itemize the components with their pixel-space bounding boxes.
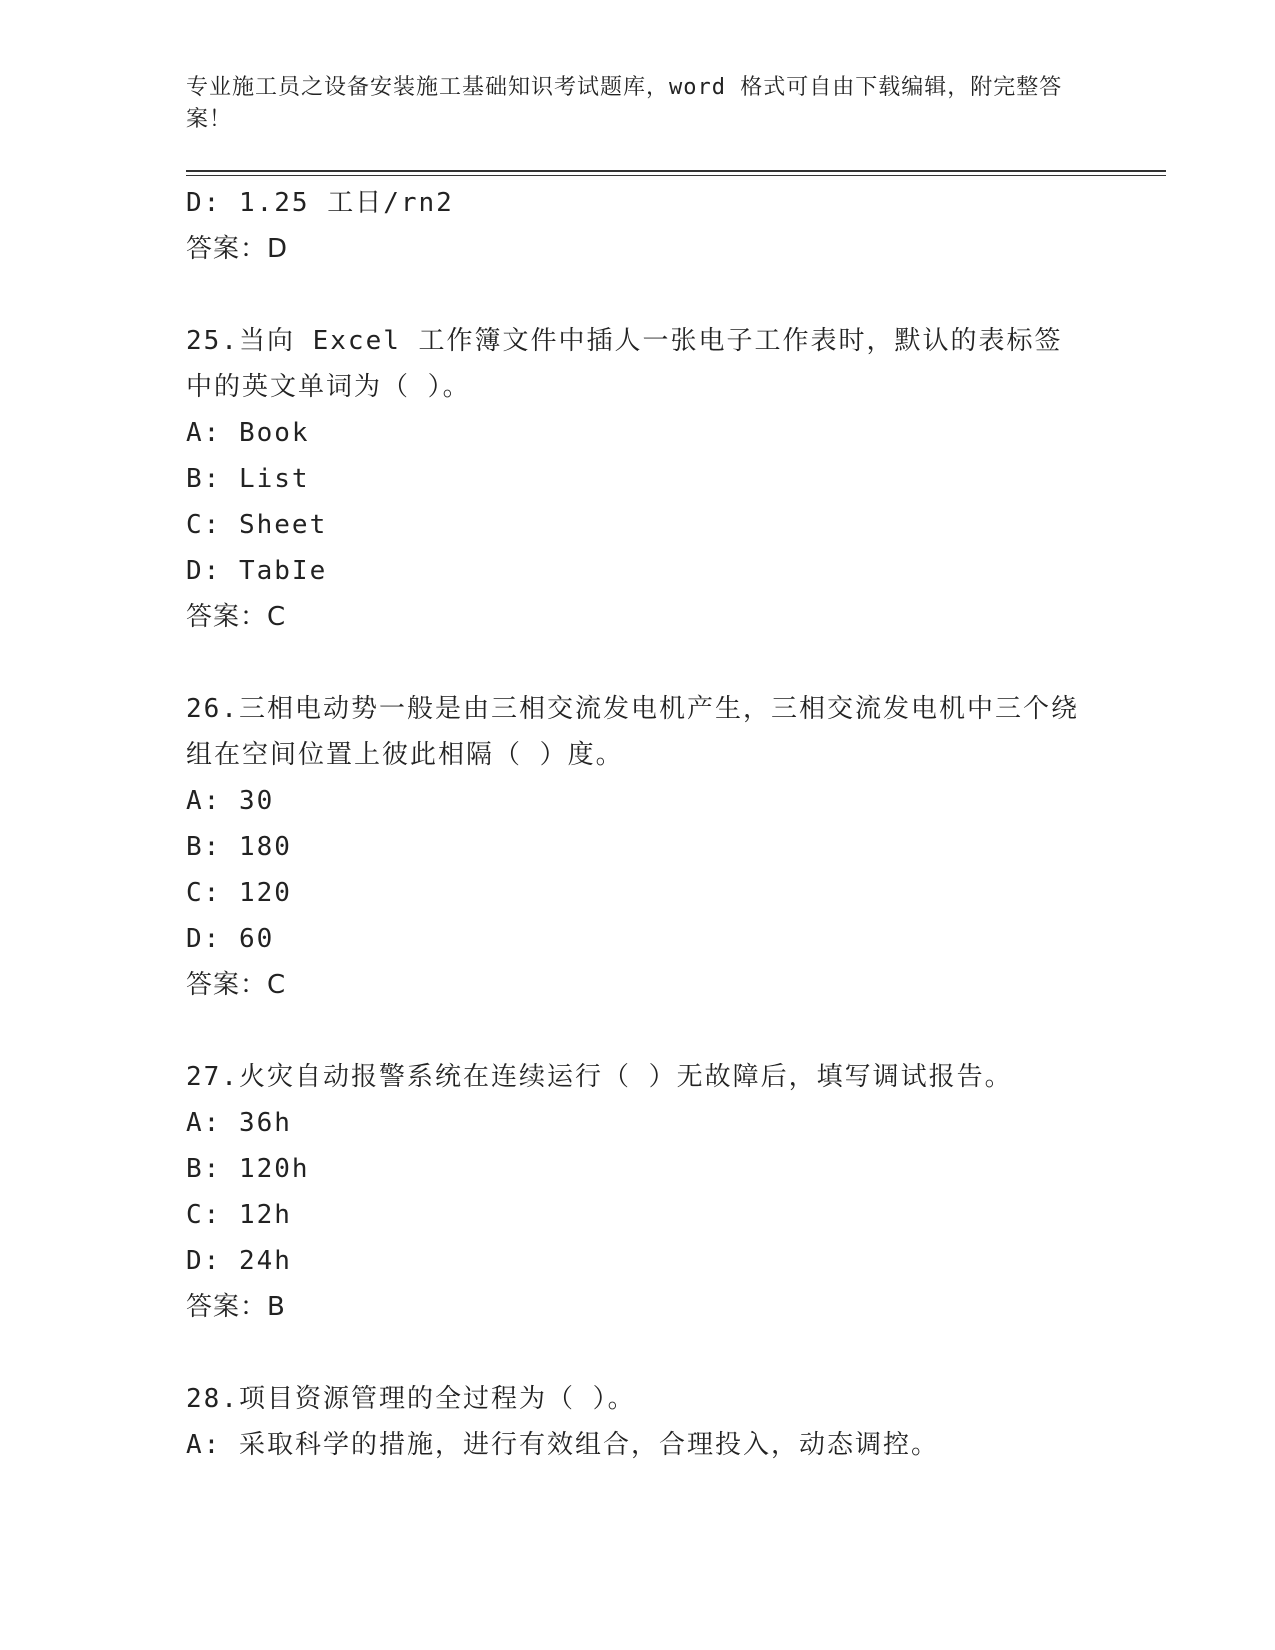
option-d: D: 60 [186,924,275,954]
document-header: 专业施工员之设备安装施工基础知识考试题库，word 格式可自由下载编辑，附完整答案！ [186,75,1063,132]
option-c: C: 120 [186,878,292,908]
answer-line: 答案：C [186,970,287,1000]
answer-line: 答案：B [186,1292,286,1322]
option-a: A: 采取科学的措施，进行有效组合，合理投入，动态调控。 [186,1430,939,1460]
question-text: 25.当向 Excel 工作簿文件中插人一张电子工作表时，默认的表标签中的英文单词为（ ）。 [186,326,1063,402]
document-body [186,180,1166,1468]
question-text: 27.火灾自动报警系统在连续运行（ ）无故障后，填写调试报告。 [186,1062,1013,1092]
option-c: C: Sheet [186,510,328,540]
option-a: A: 36h [186,1108,292,1138]
question-27 [186,1054,1166,1330]
header-divider [186,170,1166,176]
option-d: D: TabIe [186,556,328,586]
answer-line: 答案：D [186,234,289,264]
option-b: B: 120h [186,1154,310,1184]
question-text: 28.项目资源管理的全过程为（ ）。 [186,1384,636,1414]
option-d: D: 24h [186,1246,292,1276]
option-a: A: 30 [186,786,275,816]
question-28 [186,1376,1166,1468]
option-b: B: List [186,464,310,494]
question-text: 26.三相电动势一般是由三相交流发电机产生，三相交流发电机中三个绕组在空间位置上彼此相隔（ ）度。 [186,694,1079,770]
question-26 [186,686,1166,1008]
option-a: A: Book [186,418,310,448]
option-c: C: 12h [186,1200,292,1230]
answer-line: 答案：C [186,602,287,632]
question-24-tail [186,180,1166,272]
option-d: D: 1.25 工日/rn2 [186,188,454,218]
document-page [186,72,1166,1514]
question-25 [186,318,1166,640]
option-b: B: 180 [186,832,292,862]
